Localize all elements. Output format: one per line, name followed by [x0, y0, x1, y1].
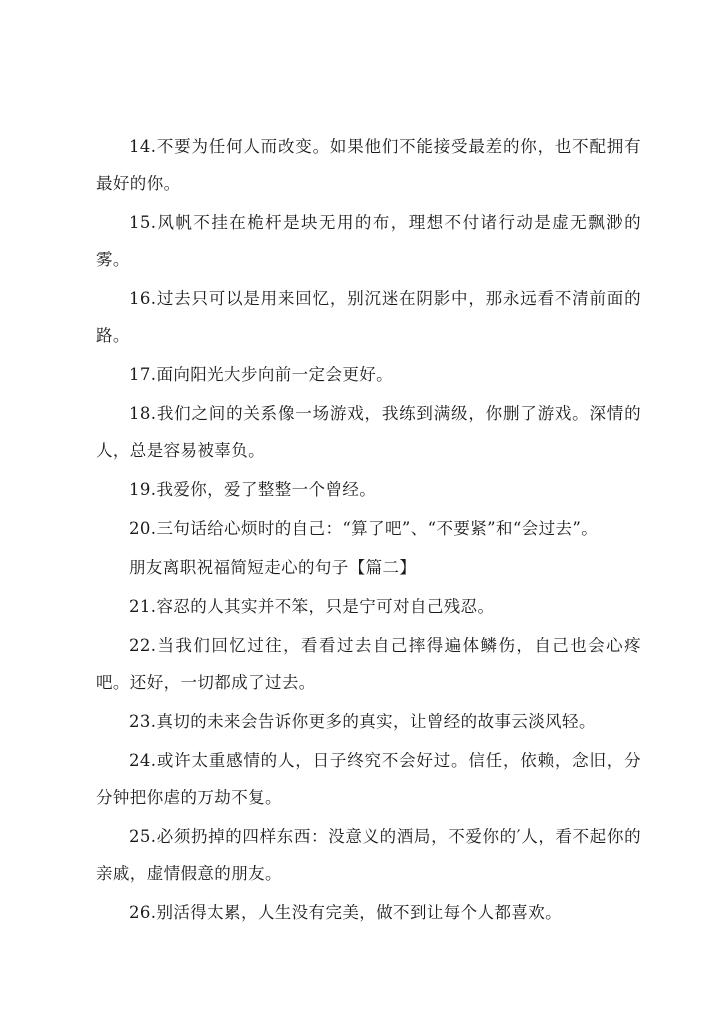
paragraph-24: 24.或许太重感情的人，日子终究不会好过。信任，依赖，念旧，分分钟把你虐的万劫不复。: [96, 751, 641, 807]
section-heading: 朋友离职祝福简短走心的句子【篇二】: [129, 558, 417, 577]
paragraph-17: 17.面向阳光大步向前一定会更好。: [129, 365, 394, 384]
paragraph-25: 25.必须扔掉的四样东西：没意义的酒局，不爱你的′人，看不起你的亲戚，虚情假意的朋友。: [96, 827, 641, 883]
paragraph-21: 21.容忍的人其实并不笨，只是宁可对自己残忍。: [129, 597, 495, 616]
paragraph-18: 18.我们之间的关系像一场游戏，我练到满级，你删了游戏。深情的人，总是容易被辜负。: [96, 404, 641, 460]
paragraph-16: 16.过去只可以是用来回忆，别沉迷在阴影中，那永远看不清前面的路。: [96, 289, 641, 345]
paragraph-15: 15.风帆不挂在桅杆是块无用的布，理想不付诸行动是虚无飘渺的雾。: [96, 213, 641, 269]
paragraph-22: 22.当我们回忆过往，看看过去自己摔得遍体鳞伤，自己也会心疼吧。还好，一切都成了过去。: [96, 636, 641, 692]
paragraph-14: 14.不要为任何人而改变。如果他们不能接受最差的你，也不配拥有最好的你。: [96, 137, 641, 193]
document-body: [96, 128, 641, 933]
paragraph-20: 20.三句话给心烦时的自己：“算了吧”、“不要紧”和“会过去”。: [129, 519, 599, 538]
paragraph-23: 23.真切的未来会告诉你更多的真实，让曾经的故事云淡风轻。: [129, 712, 596, 731]
paragraph-19: 19.我爱你，爱了整整一个曾经。: [129, 480, 377, 499]
paragraph-26: 26.别活得太累，人生没有完美，做不到让每个人都喜欢。: [129, 903, 563, 922]
